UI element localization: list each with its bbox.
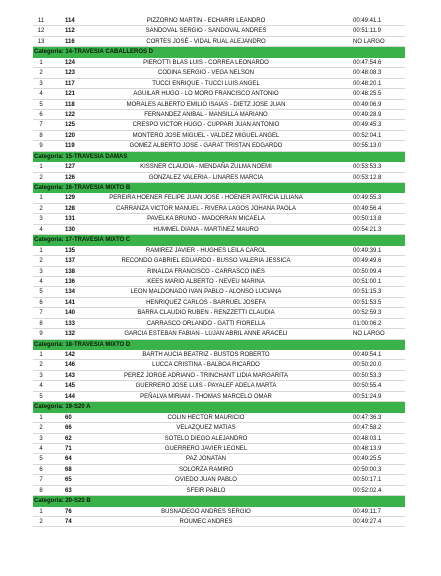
time-cell: 00:50:13.8 (353, 216, 382, 223)
competitors-cell: KISSNER CLAUDIA - MENDAÑA ZULMA NOEMI (140, 164, 272, 171)
time-cell: 00:52:02.4 (353, 487, 382, 494)
position-cell: 3 (39, 435, 43, 442)
bib-number-cell: 116 (65, 38, 75, 45)
bib-number-cell: 125 (65, 122, 76, 129)
position-cell: 6 (39, 299, 43, 306)
time-cell: 00:51:15.3 (353, 289, 382, 296)
time-cell: 00:48:13.9 (353, 445, 382, 452)
position-cell: 2 (39, 258, 43, 265)
result-row (33, 350, 405, 360)
bib-number-cell: 137 (65, 258, 76, 265)
category-header (33, 340, 405, 350)
competitors-cell: AGUILAR HUGO - LO MORO FRANCISCO ANTONIO (133, 91, 279, 98)
competitors-cell: HUMMEL DIANA - MARTINEZ MAURO (153, 226, 259, 233)
position-cell: 6 (39, 111, 43, 118)
bib-number-cell: 64 (65, 456, 72, 463)
competitors-cell: SANDOVAL SERGIO - SANDOVAL ANDRES (145, 28, 267, 35)
position-cell: 2 (39, 362, 43, 369)
results-table (33, 16, 405, 527)
position-cell: 8 (39, 320, 43, 327)
category-title: TRAVESIA MIXTO D (74, 341, 131, 348)
position-cell: 1 (39, 247, 43, 254)
time-cell: 00:47:54.6 (353, 59, 382, 66)
bib-number-cell: 71 (65, 445, 72, 452)
position-cell: 12 (37, 28, 45, 35)
time-cell: 01:00:06.2 (353, 320, 382, 327)
competitors-cell: GOMEZ ALBERTO JOSE - GARAT TRISTAN EDGARDO (129, 143, 283, 150)
bib-number-cell: 128 (65, 205, 76, 212)
bib-number-cell: 136 (65, 278, 76, 285)
result-row (33, 392, 405, 402)
competitors-cell: CARRANZA VICTOR MANUEL - RIVERA LAGOS JOHANA PAOLA (116, 205, 296, 212)
competitors-cell: GUERRERO JOSE LUIS - PAYALEF ADELA MARTA (135, 383, 277, 390)
result-row (33, 214, 405, 224)
bib-number-cell: 134 (65, 289, 76, 296)
bib-number-cell: 114 (65, 18, 75, 24)
bib-number-cell: 133 (65, 320, 76, 327)
category-title: S20 A (74, 404, 91, 411)
bib-number-cell: 112 (65, 28, 75, 35)
time-cell: 00:49:41.1 (353, 18, 382, 24)
position-cell: 3 (39, 80, 43, 87)
competitors-cell: SOLORZA RAMIRO (178, 466, 233, 473)
bib-number-cell: 121 (65, 91, 76, 98)
bib-number-cell: 141 (65, 299, 76, 306)
time-cell: 00:51:11.9 (353, 28, 381, 35)
position-cell: 11 (37, 18, 45, 24)
position-cell: 3 (39, 268, 43, 275)
competitors-cell: BUSNADEGO ANDRES SERGIO (161, 508, 251, 515)
category-label: Categoria: 17- (34, 237, 75, 244)
result-row (33, 26, 405, 36)
result-row (33, 319, 405, 329)
position-cell: 7 (39, 122, 43, 129)
result-row (33, 68, 405, 78)
bib-number-cell: 68 (65, 466, 72, 473)
result-row (33, 413, 405, 423)
time-cell: 00:49:11.7 (353, 508, 381, 515)
position-cell: 2 (39, 70, 43, 77)
time-cell: 00:47:36.3 (353, 414, 382, 421)
time-cell: 00:49:06.9 (353, 101, 382, 108)
result-row (33, 381, 405, 391)
competitors-cell: GONZALEZ VALERIA - LINARES MARCIA (148, 174, 264, 181)
time-cell: 00:49:55.3 (353, 195, 382, 202)
position-cell: 8 (39, 132, 43, 139)
time-cell: 00:53:53.3 (353, 164, 382, 171)
position-cell: 1 (39, 414, 43, 421)
competitors-cell: PIEROTTI BLAS LUIS - CORREA LEONARDO (143, 59, 269, 66)
result-row (33, 79, 405, 89)
competitors-cell: CARRASCO ORLANDO - GATTI FIORELLA (146, 320, 266, 327)
category-label: Categoria: 14- (34, 49, 75, 56)
result-row (33, 16, 405, 26)
competitors-cell: MORALES ALBERTO EMILIO ISAIAS - DIETZ JOSE JUAN (126, 101, 286, 108)
bib-number-cell: 145 (65, 383, 76, 390)
bib-number-cell: 138 (65, 268, 76, 275)
competitors-cell: ROUMEC ANDRES (179, 519, 233, 525)
competitors-cell: PIZZORNO MARTIN - ECHARRI LEANDRO (146, 18, 266, 24)
result-row (33, 517, 405, 527)
position-cell: 4 (39, 278, 43, 285)
category-label: Categoria: 15- (34, 153, 75, 160)
position-cell: 5 (39, 289, 43, 296)
category-label: Categoria: 20- (34, 498, 75, 505)
time-cell: 00:55:13.0 (353, 143, 382, 150)
category-header (33, 402, 405, 412)
position-cell: 4 (39, 445, 43, 452)
competitors-cell: PEREZ JORGE ADRIANO - TRINCHANT LIDIA MARGARITA (123, 372, 289, 379)
position-cell: 5 (39, 393, 43, 400)
time-cell: 00:49:49.6 (353, 258, 382, 265)
position-cell: 3 (39, 372, 43, 379)
category-header (33, 183, 405, 193)
time-cell: 00:51:00.1 (353, 278, 382, 285)
time-cell: 00:49:39.1 (353, 247, 382, 254)
bib-number-cell: 62 (65, 435, 72, 442)
position-cell: 7 (39, 310, 43, 317)
position-cell: 7 (39, 477, 43, 484)
time-cell: NO LARGO (353, 38, 385, 45)
category-label: Categoria: 19- (34, 404, 75, 411)
result-row (33, 100, 405, 110)
result-row (33, 465, 405, 475)
time-cell: 00:50:17.1 (353, 477, 382, 484)
position-cell: 8 (39, 487, 43, 494)
bib-number-cell: 142 (65, 352, 76, 358)
competitors-cell: CORTES JOSÉ - VIDAL RUAL ALEJANDRO (146, 38, 266, 45)
result-row (33, 162, 405, 172)
result-row (33, 298, 405, 308)
result-row (33, 173, 405, 183)
time-cell: 00:50:53.3 (353, 372, 382, 379)
bib-number-cell: 127 (65, 164, 76, 171)
bib-number-cell: 76 (65, 508, 72, 515)
bib-number-cell: 119 (65, 143, 75, 150)
result-row (33, 193, 405, 203)
competitors-cell: KEES MARIO ALBERTO - NEVEU MARINA (147, 278, 265, 285)
result-row (33, 256, 405, 266)
competitors-cell: CRESPO VICTOR HUGO - CUPPARI JUAN ANTONIO (132, 122, 280, 129)
category-title: TRAVESIA CABALLEROS D (74, 49, 154, 56)
bib-number-cell: 122 (65, 111, 76, 118)
result-row (33, 110, 405, 120)
position-cell: 1 (39, 59, 43, 66)
category-header (33, 152, 405, 162)
time-cell: 00:54:21.3 (353, 226, 382, 233)
time-cell: 00:50:20.0 (353, 362, 382, 369)
position-cell: 13 (37, 38, 45, 45)
competitors-cell: BARTH AUCIA BEATRIZ - BUSTOS ROBERTO (142, 352, 270, 358)
competitors-cell: PAZ JONATAN (185, 456, 226, 463)
bib-number-cell: 123 (65, 70, 76, 77)
result-row (33, 267, 405, 277)
time-cell: 00:49:25.5 (353, 456, 382, 463)
position-cell: 4 (39, 383, 43, 390)
result-row (33, 58, 405, 68)
result-row (33, 486, 405, 496)
position-cell: 1 (39, 195, 43, 202)
result-row (33, 329, 405, 339)
result-row (33, 246, 405, 256)
position-cell: 2 (39, 425, 43, 432)
time-cell: NO LARGO (353, 331, 385, 338)
position-cell: 9 (39, 331, 43, 338)
time-cell: 00:49:56.4 (353, 205, 382, 212)
result-row (33, 475, 405, 485)
competitors-cell: OVIEDO JUAN PABLO (175, 477, 237, 484)
category-header (33, 235, 405, 245)
competitors-cell: RINALDA FRANCISCO - CARRASCO INES (147, 268, 265, 275)
time-cell: 00:49:54.1 (353, 352, 382, 358)
category-header (33, 496, 405, 506)
result-row (33, 360, 405, 370)
time-cell: 00:50:55.4 (353, 383, 382, 390)
competitors-cell: LEON MALDONADO IVAN PABLO - ALONSO LUCIANA (130, 289, 282, 296)
competitors-cell: PEÑALVA MIRIAM - THOMAS MARCELO OMAR (140, 393, 272, 400)
result-row (33, 120, 405, 130)
bib-number-cell: 143 (65, 372, 76, 379)
competitors-cell: PAVELKA BRUNO - MADORRAN MICAELA (147, 216, 265, 223)
competitors-cell: CODINA SERGIO - VEGA NELSON (157, 70, 255, 77)
category-title: TRAVESIA MIXTO C (74, 237, 131, 244)
competitors-cell: LUCCA CRISTINA - BALBOA RICARDO (152, 362, 260, 369)
bib-number-cell: 60 (65, 414, 72, 421)
competitors-cell: VELAZQUEZ MATIAS (176, 425, 236, 432)
competitors-cell: GUERRERO JAVIER LEONEL (164, 445, 248, 452)
bib-number-cell: 120 (65, 132, 76, 139)
time-cell: 00:51:24.9 (353, 393, 382, 400)
time-cell: 00:50:00.3 (353, 466, 382, 473)
competitors-cell: PEREIRA HOENER FELIPE JUAN JOSE - HOENER PATRICIA LILIANA (109, 195, 303, 202)
bib-number-cell: 146 (65, 362, 76, 369)
category-title: TRAVESIA DAMAS (74, 153, 128, 160)
time-cell: 00:48:03.1 (353, 435, 382, 442)
position-cell: 2 (39, 519, 43, 525)
competitors-cell: MONTERO JOSE MIGUEL - VALDEZ MIGUEL ANGEL (132, 132, 280, 139)
bib-number-cell: 66 (65, 425, 72, 432)
result-row (33, 204, 405, 214)
time-cell: 00:48:08.3 (353, 70, 382, 77)
position-cell: 2 (39, 174, 43, 181)
bib-number-cell: 135 (65, 247, 76, 254)
bib-number-cell: 124 (65, 59, 76, 66)
category-label: Categoria: 16- (34, 185, 75, 191)
position-cell: 3 (39, 216, 43, 223)
bib-number-cell: 126 (65, 174, 76, 181)
position-cell: 1 (39, 352, 43, 358)
bib-number-cell: 118 (65, 101, 75, 108)
time-cell: 00:49:28.9 (353, 111, 382, 118)
bib-number-cell: 144 (65, 393, 76, 400)
competitors-cell: RECONDO GABRIEL EDUARDO - BUSSO VALERIA JESSICA (121, 258, 291, 265)
result-row (33, 277, 405, 287)
position-cell: 2 (39, 205, 43, 212)
position-cell: 4 (39, 226, 43, 233)
bib-number-cell: 130 (65, 226, 76, 233)
bib-number-cell: 65 (65, 477, 72, 484)
time-cell: 00:48:20.1 (353, 80, 382, 87)
position-cell: 5 (39, 456, 43, 463)
time-cell: 00:49:27.4 (353, 519, 382, 525)
time-cell: 00:50:09.4 (353, 268, 382, 275)
competitors-cell: TUCCI ENRIQUE - TUCCI LUIS ANGEL (152, 80, 260, 87)
result-row (33, 287, 405, 297)
category-label: Categoria: 18- (34, 341, 75, 348)
position-cell: 1 (39, 508, 43, 515)
position-cell: 5 (39, 101, 43, 108)
position-cell: 9 (39, 143, 43, 150)
time-cell: 00:52:59.3 (353, 310, 382, 317)
time-cell: 00:51:53.5 (353, 299, 382, 306)
bib-number-cell: 132 (65, 331, 76, 338)
bib-number-cell: 129 (65, 195, 76, 202)
competitors-cell: SFEIR PABLO (186, 487, 226, 494)
time-cell: 00:48:25.5 (353, 91, 382, 98)
competitors-cell: SOTELO DIEGO ALEJANDRO (164, 435, 248, 442)
time-cell: 00:52:04.1 (353, 132, 382, 139)
competitors-cell: RAMIREZ JAVIER - HUGHES LEILA CAROL (145, 247, 267, 254)
competitors-cell: HENRIQUEZ CARLOS - BARRUEL JOSEFA (146, 299, 266, 306)
result-row (33, 507, 405, 517)
result-row (33, 454, 405, 464)
position-cell: 6 (39, 466, 43, 473)
result-row (33, 131, 405, 141)
category-header (33, 47, 405, 57)
bib-number-cell: 117 (65, 80, 75, 87)
result-row (33, 423, 405, 433)
result-row (33, 371, 405, 381)
bib-number-cell: 131 (65, 216, 76, 223)
competitors-cell: GARCIA ESTEBAN FABIAN - LUJAN ABRIL ANNE ARACELI (124, 331, 288, 338)
result-row (33, 434, 405, 444)
time-cell: 00:53:12.8 (353, 174, 382, 181)
time-cell: 00:47:58.2 (353, 425, 382, 432)
result-row (33, 444, 405, 454)
bib-number-cell: 63 (65, 487, 72, 494)
position-cell: 1 (39, 164, 43, 171)
position-cell: 4 (39, 91, 43, 98)
result-row (33, 89, 405, 99)
bib-number-cell: 140 (65, 310, 76, 317)
category-title: S20 B (74, 498, 91, 505)
competitors-cell: BARRA CLAUDIO RUBEN - RENZZETTI CLAUDIA (137, 310, 275, 317)
result-row (33, 141, 405, 151)
competitors-cell: FERNANDEZ ANIBAL - MANSILLA MARIANO (144, 111, 268, 118)
category-title: TRAVESIA MIXTO B (74, 185, 131, 191)
result-row (33, 225, 405, 235)
competitors-cell: COLIN HECTOR MAURICIO (167, 414, 245, 421)
time-cell: 00:49:45.3 (353, 122, 382, 129)
bib-number-cell: 74 (65, 519, 72, 525)
result-row (33, 308, 405, 318)
result-row (33, 37, 405, 47)
